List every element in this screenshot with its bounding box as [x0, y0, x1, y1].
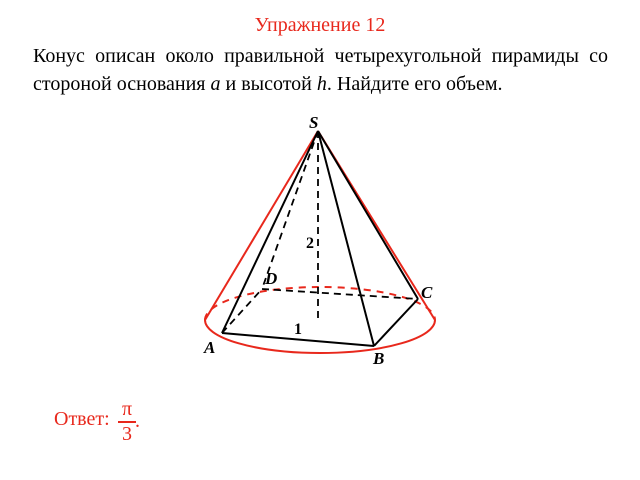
- problem-text-part3: . Найдите его объем.: [326, 73, 503, 95]
- edge-SC: [318, 131, 418, 299]
- answer-fraction: [117, 397, 137, 445]
- label-A: A: [204, 338, 216, 357]
- answer-period: .: [135, 410, 140, 432]
- edge-SB: [318, 131, 374, 346]
- label-side: 1: [294, 321, 302, 338]
- exercise-title: Упражнение 12: [254, 14, 386, 36]
- label-height: 2: [306, 235, 314, 252]
- cone-base-front-arc: [205, 320, 435, 353]
- variable-h: h: [316, 73, 327, 95]
- edge-SA: [222, 131, 318, 333]
- label-D: D: [265, 269, 278, 288]
- label-C: C: [421, 283, 433, 302]
- variable-a: a: [210, 73, 221, 95]
- edge-BC: [374, 299, 418, 346]
- label-B: B: [373, 349, 385, 368]
- problem-text-part2: и высотой: [220, 73, 317, 95]
- label-S: S: [309, 113, 319, 132]
- answer-denominator: 3: [122, 422, 132, 445]
- answer-numerator: π: [121, 398, 133, 420]
- answer-label: Ответ:: [54, 408, 110, 430]
- edge-AD: [222, 289, 262, 333]
- problem-text-part1: Конус описан около правильной четырехугольной пирамиды со стороной основания: [33, 45, 608, 95]
